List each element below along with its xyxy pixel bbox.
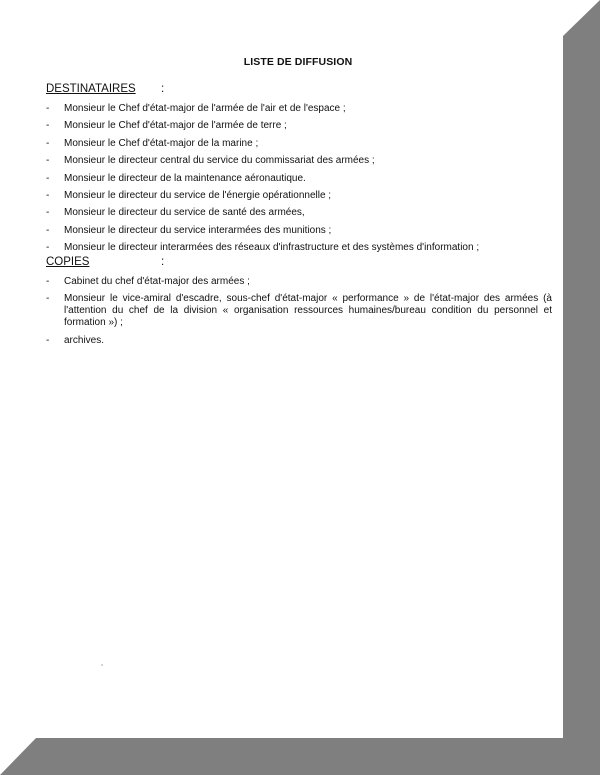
list-item-text: Cabinet du chef d'état-major des armées ; — [64, 276, 250, 287]
list-item — [46, 335, 552, 347]
list-item — [46, 276, 552, 288]
list-item — [46, 190, 552, 202]
bullet-dash: - — [46, 276, 50, 287]
list-item-text: Monsieur le Chef d'état-major de l'armée de l'air et de l'espace ; — [64, 103, 346, 114]
bullet-dash: - — [46, 242, 50, 254]
bullet-dash: - — [46, 172, 50, 184]
list-item-text: Monsieur le vice-amiral d'escadre, sous-chef d'état-major « performance » de l'état-major des armées (à l'attention du chef de la division « organisation ressources humaines/bureau condition du personnel et formation ») ; — [64, 293, 552, 329]
list-item — [46, 138, 552, 150]
list-item — [46, 242, 552, 254]
copies-heading-label: COPIES — [46, 256, 90, 268]
bullet-dash: - — [46, 189, 50, 201]
list-item-text: Monsieur le Chef d'état-major de l'armée de terre ; — [64, 120, 287, 132]
bullet-dash: - — [46, 137, 50, 149]
bullet-dash: - — [46, 120, 50, 132]
bullet-dash: - — [46, 103, 50, 114]
recipients-heading — [46, 83, 165, 96]
list-item-text: Monsieur le directeur interarmées des réseaux d'infrastructure et des systèmes d'information ; — [64, 242, 480, 254]
bullet-dash: - — [46, 224, 50, 236]
list-item — [46, 207, 552, 219]
scan-speck — [101, 664, 103, 666]
list-item-text: archives. — [64, 334, 105, 346]
copies-heading-colon: : — [161, 256, 165, 268]
list-item — [46, 155, 552, 167]
list-item-text: Monsieur le directeur du service interarmées des munitions ; — [64, 224, 332, 236]
list-item — [46, 103, 552, 115]
bullet-dash: - — [46, 155, 50, 167]
list-item-text: Monsieur le directeur du service de l'énergie opérationnelle ; — [64, 189, 332, 201]
list-item-text: Monsieur le Chef d'état-major de la marine ; — [64, 137, 259, 149]
recipients-list — [46, 103, 552, 260]
list-item — [46, 173, 552, 185]
copies-list — [46, 276, 552, 352]
page-shadow-right — [563, 0, 600, 775]
bullet-dash: - — [46, 293, 50, 305]
list-item — [46, 225, 552, 237]
bullet-dash: - — [46, 334, 50, 346]
bullet-dash: - — [46, 207, 50, 219]
recipients-heading-label: DESTINATAIRES — [46, 83, 136, 95]
document-title: LISTE DE DIFFUSION — [243, 56, 353, 68]
list-item-text: Monsieur le directeur du service de santé des armées, — [64, 207, 305, 219]
list-item — [46, 293, 552, 329]
recipients-heading-colon: : — [161, 83, 165, 95]
list-item — [46, 120, 552, 132]
list-item-text: Monsieur le directeur central du service du commissariat des armées ; — [64, 155, 375, 167]
list-item-text: Monsieur le directeur de la maintenance aéronautique. — [64, 172, 306, 184]
page-shadow-bottom — [0, 738, 600, 775]
copies-heading — [46, 256, 165, 269]
